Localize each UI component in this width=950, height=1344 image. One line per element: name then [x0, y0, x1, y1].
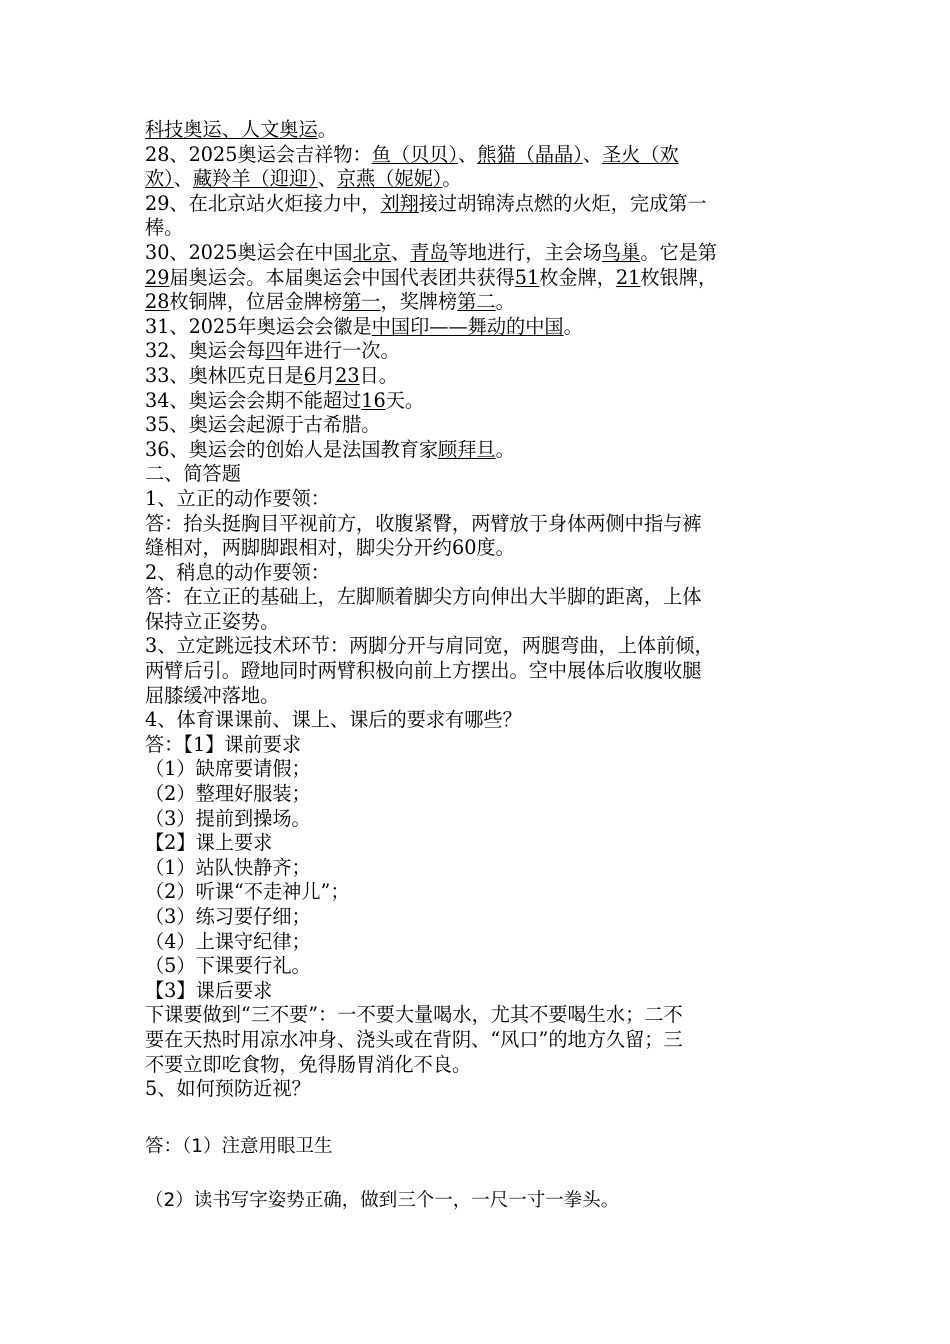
text-segment: （2）整理好服装； — [145, 782, 311, 806]
answer-line-1: 答：（1）注意用眼卫生 — [145, 1136, 333, 1157]
text-segment: 答：【1】课前要求 — [145, 732, 302, 756]
text-segment: 30、2025奥运会在中国 — [145, 240, 353, 264]
answer-blank: 北京 — [352, 240, 391, 264]
text-line — [145, 659, 815, 684]
text-segment: 保持立正姿势。 — [145, 609, 280, 633]
text-line — [145, 954, 815, 979]
text-line — [145, 143, 815, 168]
text-line — [145, 290, 815, 315]
text-segment: ，奖牌榜 — [380, 290, 458, 314]
text-segment: （3）提前到操场。 — [145, 806, 311, 830]
text-segment: 29、在北京站火炬接力中， — [145, 191, 381, 215]
text-line — [145, 241, 815, 266]
text-line — [145, 438, 815, 463]
answer-blank: 中国印——舞动的中国 — [371, 314, 564, 338]
text-line — [145, 167, 815, 192]
text-line — [145, 364, 815, 389]
answer-blank: 28 — [145, 290, 170, 314]
document-body — [145, 118, 815, 1102]
text-line — [145, 831, 815, 856]
text-segment: 要在天热时用凉水冲身、浇头或在背阴、“风口”的地方久留；三 — [145, 1027, 683, 1051]
text-line — [145, 979, 815, 1004]
answer-line-2: （2）读书写字姿势正确，做到三个一，一尺一寸一拳头。 — [145, 1190, 620, 1211]
text-line — [145, 561, 815, 586]
text-segment: 1、立正的动作要领： — [145, 486, 330, 510]
text-line — [145, 807, 815, 832]
answer-blank: 四 — [265, 339, 285, 363]
answer-blank: 第一 — [342, 290, 381, 314]
answer-blank: 第二 — [457, 290, 496, 314]
text-segment: 【3】课后要求 — [145, 978, 273, 1002]
answer-blank: 21 — [615, 265, 641, 289]
answer-blank: 科技奥运、人文奥运 — [145, 118, 318, 141]
text-segment: 。 — [563, 314, 583, 338]
text-line — [145, 1028, 815, 1053]
text-line — [145, 118, 815, 143]
text-segment: （2）听课“不走神儿”； — [145, 880, 350, 904]
text-segment: 答：在立正的基础上，左脚顺着脚尖方向伸出大半脚的距离，上体 — [145, 585, 702, 609]
text-segment: 31、2025年奥运会会徽是 — [145, 314, 372, 338]
text-line — [145, 512, 815, 537]
text-segment: 。 — [495, 290, 515, 314]
text-segment: 枚铜牌，位居金牌榜 — [169, 290, 343, 314]
text-segment: 枚银牌， — [640, 265, 718, 289]
text-segment: 、 — [458, 142, 478, 166]
text-segment: （4）上课守纪律； — [145, 929, 311, 953]
text-line — [145, 856, 815, 881]
text-line — [145, 192, 815, 217]
text-segment: （1）缺席要请假； — [145, 757, 311, 781]
answer-blank: 16 — [361, 388, 386, 412]
text-line — [145, 487, 815, 512]
text-line — [145, 782, 815, 807]
text-line — [145, 585, 815, 610]
text-segment: 。 — [317, 118, 337, 141]
answer-blank: 圣火（欢 — [602, 142, 679, 166]
text-segment: 棒。 — [145, 216, 184, 240]
answer-blank: 鱼（贝贝） — [371, 142, 459, 166]
answer-blank: 藏羚羊（迎迎） — [192, 167, 318, 191]
text-segment: 、 — [173, 167, 193, 191]
text-segment: 36、奥运会的创始人是法国教育家 — [145, 437, 439, 461]
text-line — [145, 1077, 815, 1102]
text-line — [145, 339, 815, 364]
text-line — [145, 708, 815, 733]
answer-blank: 6 — [303, 363, 316, 387]
text-segment: （3）练习要仔细； — [145, 905, 311, 928]
text-segment: 。 — [495, 437, 515, 461]
text-segment: 缝相对，两脚脚跟相对，脚尖分开约60度。 — [145, 536, 515, 560]
text-line — [145, 266, 815, 291]
answer-blank: 京燕（妮妮） — [336, 167, 443, 191]
text-segment: 天。 — [385, 388, 425, 412]
text-segment: 、 — [317, 167, 337, 191]
text-segment: 2、稍息的动作要领： — [145, 560, 330, 584]
text-segment: 下课要做到“三不要”：一不要大量喝水，尤其不要喝生水；二不 — [145, 1003, 683, 1027]
text-segment: 5、如何预防近视？ — [145, 1077, 311, 1101]
text-line — [145, 1053, 815, 1078]
text-line — [145, 462, 815, 487]
text-line — [145, 757, 815, 782]
text-segment: 年进行一次。 — [284, 339, 400, 363]
text-segment: 4、体育课课前、课上、课后的要求有哪些？ — [145, 708, 522, 732]
text-segment: 【2】课上要求 — [145, 831, 273, 855]
text-line — [145, 389, 815, 414]
text-segment: 。它是第 — [640, 240, 718, 264]
answer-blank: 鸟巢 — [602, 240, 641, 264]
text-segment: 月 — [315, 363, 336, 387]
text-segment: 32、奥运会每 — [145, 339, 266, 363]
text-segment: 日。 — [359, 363, 398, 387]
text-segment: 等地进行，主会场 — [448, 240, 602, 264]
text-line — [145, 684, 815, 709]
text-segment: 答：抬头挺胸目平视前方，收腹紧臀，两臂放于身体两侧中指与裤 — [145, 511, 702, 535]
text-segment: 28、2025奥运会吉祥物： — [145, 142, 372, 166]
answer-blank: 熊猫（晶晶） — [477, 142, 583, 166]
answer-blank: 青岛 — [410, 240, 449, 264]
answer-blank: 29 — [145, 265, 170, 289]
text-line — [145, 315, 815, 340]
text-segment: 34、奥运会会期不能超过 — [145, 388, 362, 412]
text-segment: 二、简答题 — [145, 462, 241, 486]
text-line — [145, 216, 815, 241]
text-line — [145, 733, 815, 758]
text-line — [145, 1003, 815, 1028]
answer-blank: 51 — [514, 265, 540, 289]
text-segment: 3、立定跳远技术环节：两脚分开与肩同宽，两腿弯曲，上体前倾， — [145, 634, 714, 658]
answer-blank: 顾拜旦 — [438, 437, 496, 461]
text-segment: 不要立即吃食物，免得肠胃消化不良。 — [145, 1052, 472, 1076]
answer-blank: 23 — [335, 363, 360, 387]
text-segment: 、 — [390, 240, 411, 264]
text-segment: 两臂后引。蹬地同时两臂积极向前上方摆出。空中展体后收腹收腿 — [145, 659, 702, 683]
text-line — [145, 536, 815, 561]
text-line — [145, 930, 815, 955]
text-segment: 届奥运会。本届奥运会中国代表团共获得 — [169, 265, 515, 289]
text-line — [145, 880, 815, 905]
text-line — [145, 413, 815, 438]
answer-blank: 刘翔 — [380, 191, 419, 215]
text-segment: 接过胡锦涛点燃的火炬，完成第一 — [418, 191, 707, 215]
text-line — [145, 610, 815, 635]
answer-blank: 欢） — [145, 167, 174, 191]
text-segment: 35、奥运会起源于古希腊。 — [145, 413, 381, 437]
text-segment: （5）下课要行礼。 — [145, 954, 311, 978]
text-line — [145, 905, 815, 930]
text-segment: 屈膝缓冲落地。 — [145, 683, 280, 707]
text-segment: 枚金牌， — [539, 265, 616, 289]
text-segment: 。 — [442, 167, 462, 191]
text-segment: （1）站队快静齐； — [145, 855, 311, 879]
text-segment: 、 — [582, 142, 602, 166]
text-line — [145, 634, 815, 659]
text-segment: 33、奥林匹克日是 — [145, 363, 304, 387]
